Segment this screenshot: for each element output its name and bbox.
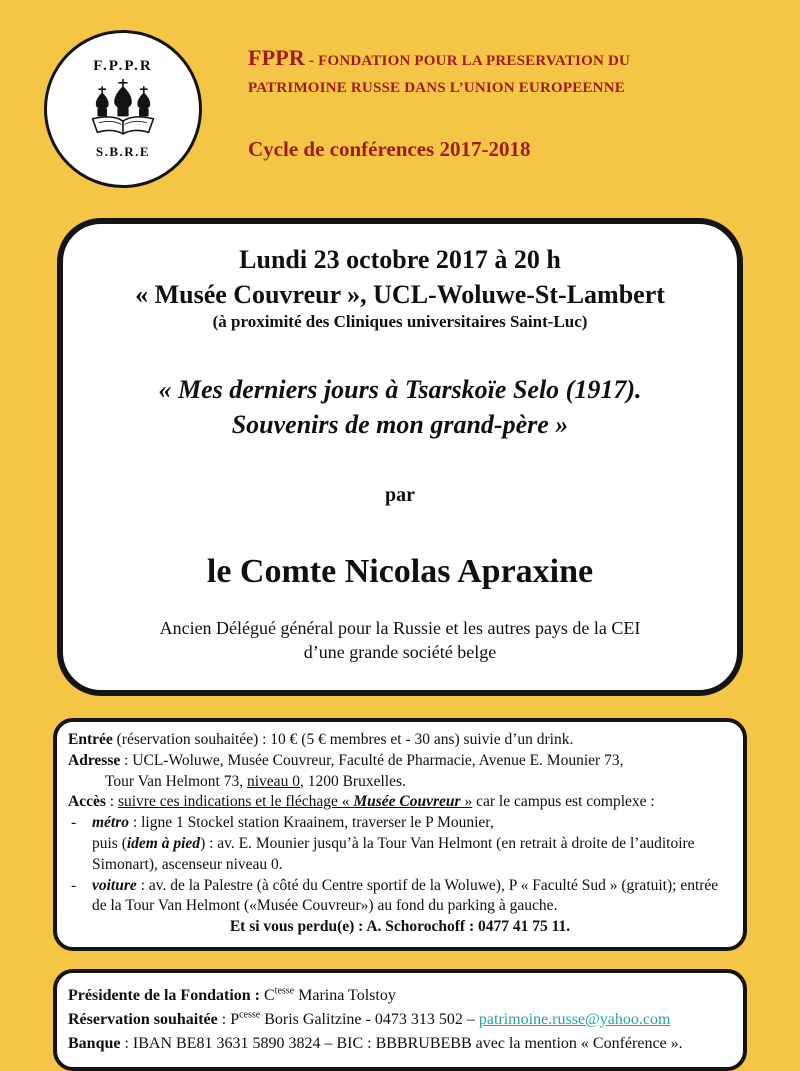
presidente-name: Marina Tolstoy [294,986,396,1004]
logo-bottom-text: S.B.R.E [95,144,151,159]
metro-item [68,813,732,875]
metro-line2 [92,834,732,876]
org-abbr: FPPR [248,45,306,70]
practical-info-box [53,718,747,951]
event-venue: « Musée Couvreur », UCL-Woluwe-St-Lambert [135,280,665,310]
par-label: par [385,484,415,507]
metro-text: : ligne 1 Stockel station Kraainem, traverser le P Mounier, [129,814,494,832]
voiture-item [68,876,732,918]
conference-cycle-title: Cycle de conférences 2017-2018 [248,137,531,162]
reservation-pre: : P [217,1010,240,1028]
contact-box [53,969,747,1071]
org-name-line1: FONDATION POUR LA PRESERVATION DU [318,53,631,69]
fppr-logo [44,30,202,188]
org-name [248,40,630,101]
logo-top-text: F.P.P.R [93,58,153,74]
acces-colon: : [105,793,118,811]
adresse-label: Adresse [68,751,121,769]
adresse-line2-pre: Tour Van Helmont 73, [105,772,247,790]
metro-label: métro [92,814,130,832]
acces-underlined-pre: suivre ces indications et le fléchage « [117,793,354,811]
voiture-label: voiture [92,876,137,894]
talk-title [79,372,721,442]
email-link[interactable]: patrimoine.russe@yahoo.com [478,1010,671,1028]
metro-dash: - [71,814,77,832]
acces-underlined-post: » [460,793,473,811]
metro-line2-post: ) : av. E. Mounier jusqu’à la Tour Van Helmont (en retrait à droite de l’auditoire Simonart), ascenseur niveau 0. [92,834,695,873]
metro-line2-pre: puis ( [92,834,127,852]
adresse-text: : UCL-Woluwe, Musée Couvreur, Faculté de Pharmacie, Avenue E. Mounier 73, [120,751,624,769]
voiture-content [92,876,732,918]
metro-idem-a-pied: idem à pied [126,834,201,852]
banque-text: : IBAN BE81 3631 5890 3824 – BIC : BBBRUBEBB avec la mention « Conférence ». [120,1034,683,1052]
reservation-label: Réservation souhaitée [68,1010,218,1028]
banque-line [68,1032,732,1056]
adresse-line2-post: , 1200 Bruxelles. [299,772,406,790]
banque-label: Banque [68,1034,121,1052]
entree-line [68,730,732,751]
org-name-line2: PATRIMOINE RUSSE DANS L’UNION EUROPEENNE [248,80,625,97]
presidente-title-sup: tesse [274,985,295,997]
header [0,0,800,188]
metro-content [92,813,732,875]
adresse-line [68,751,732,772]
adresse-line2 [68,772,732,793]
entree-label: Entrée [68,731,113,749]
acces-label: Accès [68,793,106,811]
event-proximity: (à proximité des Cliniques universitaires Saint-Luc) [212,312,588,332]
talk-title-line1: « Mes derniers jours à Tsarskoïe Selo (1917). [158,375,642,405]
speaker-description [79,617,721,664]
speaker-description-line1: Ancien Délégué général pour la Russie et les autres pays de la CEI [159,618,641,639]
metro-line1 [92,813,732,834]
acces-line [68,792,732,813]
acces-musee-couvreur: Musée Couvreur [353,793,461,811]
adresse-niveau: niveau 0 [247,772,300,790]
speaker-description-line2: d’une grande société belge [303,641,497,662]
event-announcement-box [57,218,743,696]
voiture-text: : av. de la Palestre (à côté du Centre sportif de la Woluwe), P « Faculté Sud » (gratuit); entrée de la Tour Van Helmont («Musée Couvreur») au fond du parking à gauche. [92,876,719,915]
header-text [248,30,630,162]
talk-title-line2: Souvenirs de mon grand-père » [231,410,569,440]
reservation-line [68,1008,732,1032]
event-date: Lundi 23 octobre 2017 à 20 h [239,245,561,274]
acces-rest: car le campus est complexe : [472,793,655,811]
lost-contact-line: Et si vous perdu(e) : A. Schorochoff : 0477 41 75 11. [229,918,571,936]
presidente-line [68,984,732,1008]
reservation-text: Boris Galitzine - 0473 313 502 – [260,1010,479,1028]
presidente-pre: C [260,986,275,1004]
voiture-dash: - [71,876,77,894]
church-domes-book-icon [72,78,174,142]
speaker-name: le Comte Nicolas Apraxine [206,553,594,591]
presidente-label: Présidente de la Fondation : [68,986,260,1004]
reservation-title-sup: cesse [239,1009,261,1021]
org-separator: - [305,53,319,69]
entree-text: (réservation souhaitée) : 10 € (5 € membres et - 30 ans) suivie d’un drink. [112,731,574,749]
